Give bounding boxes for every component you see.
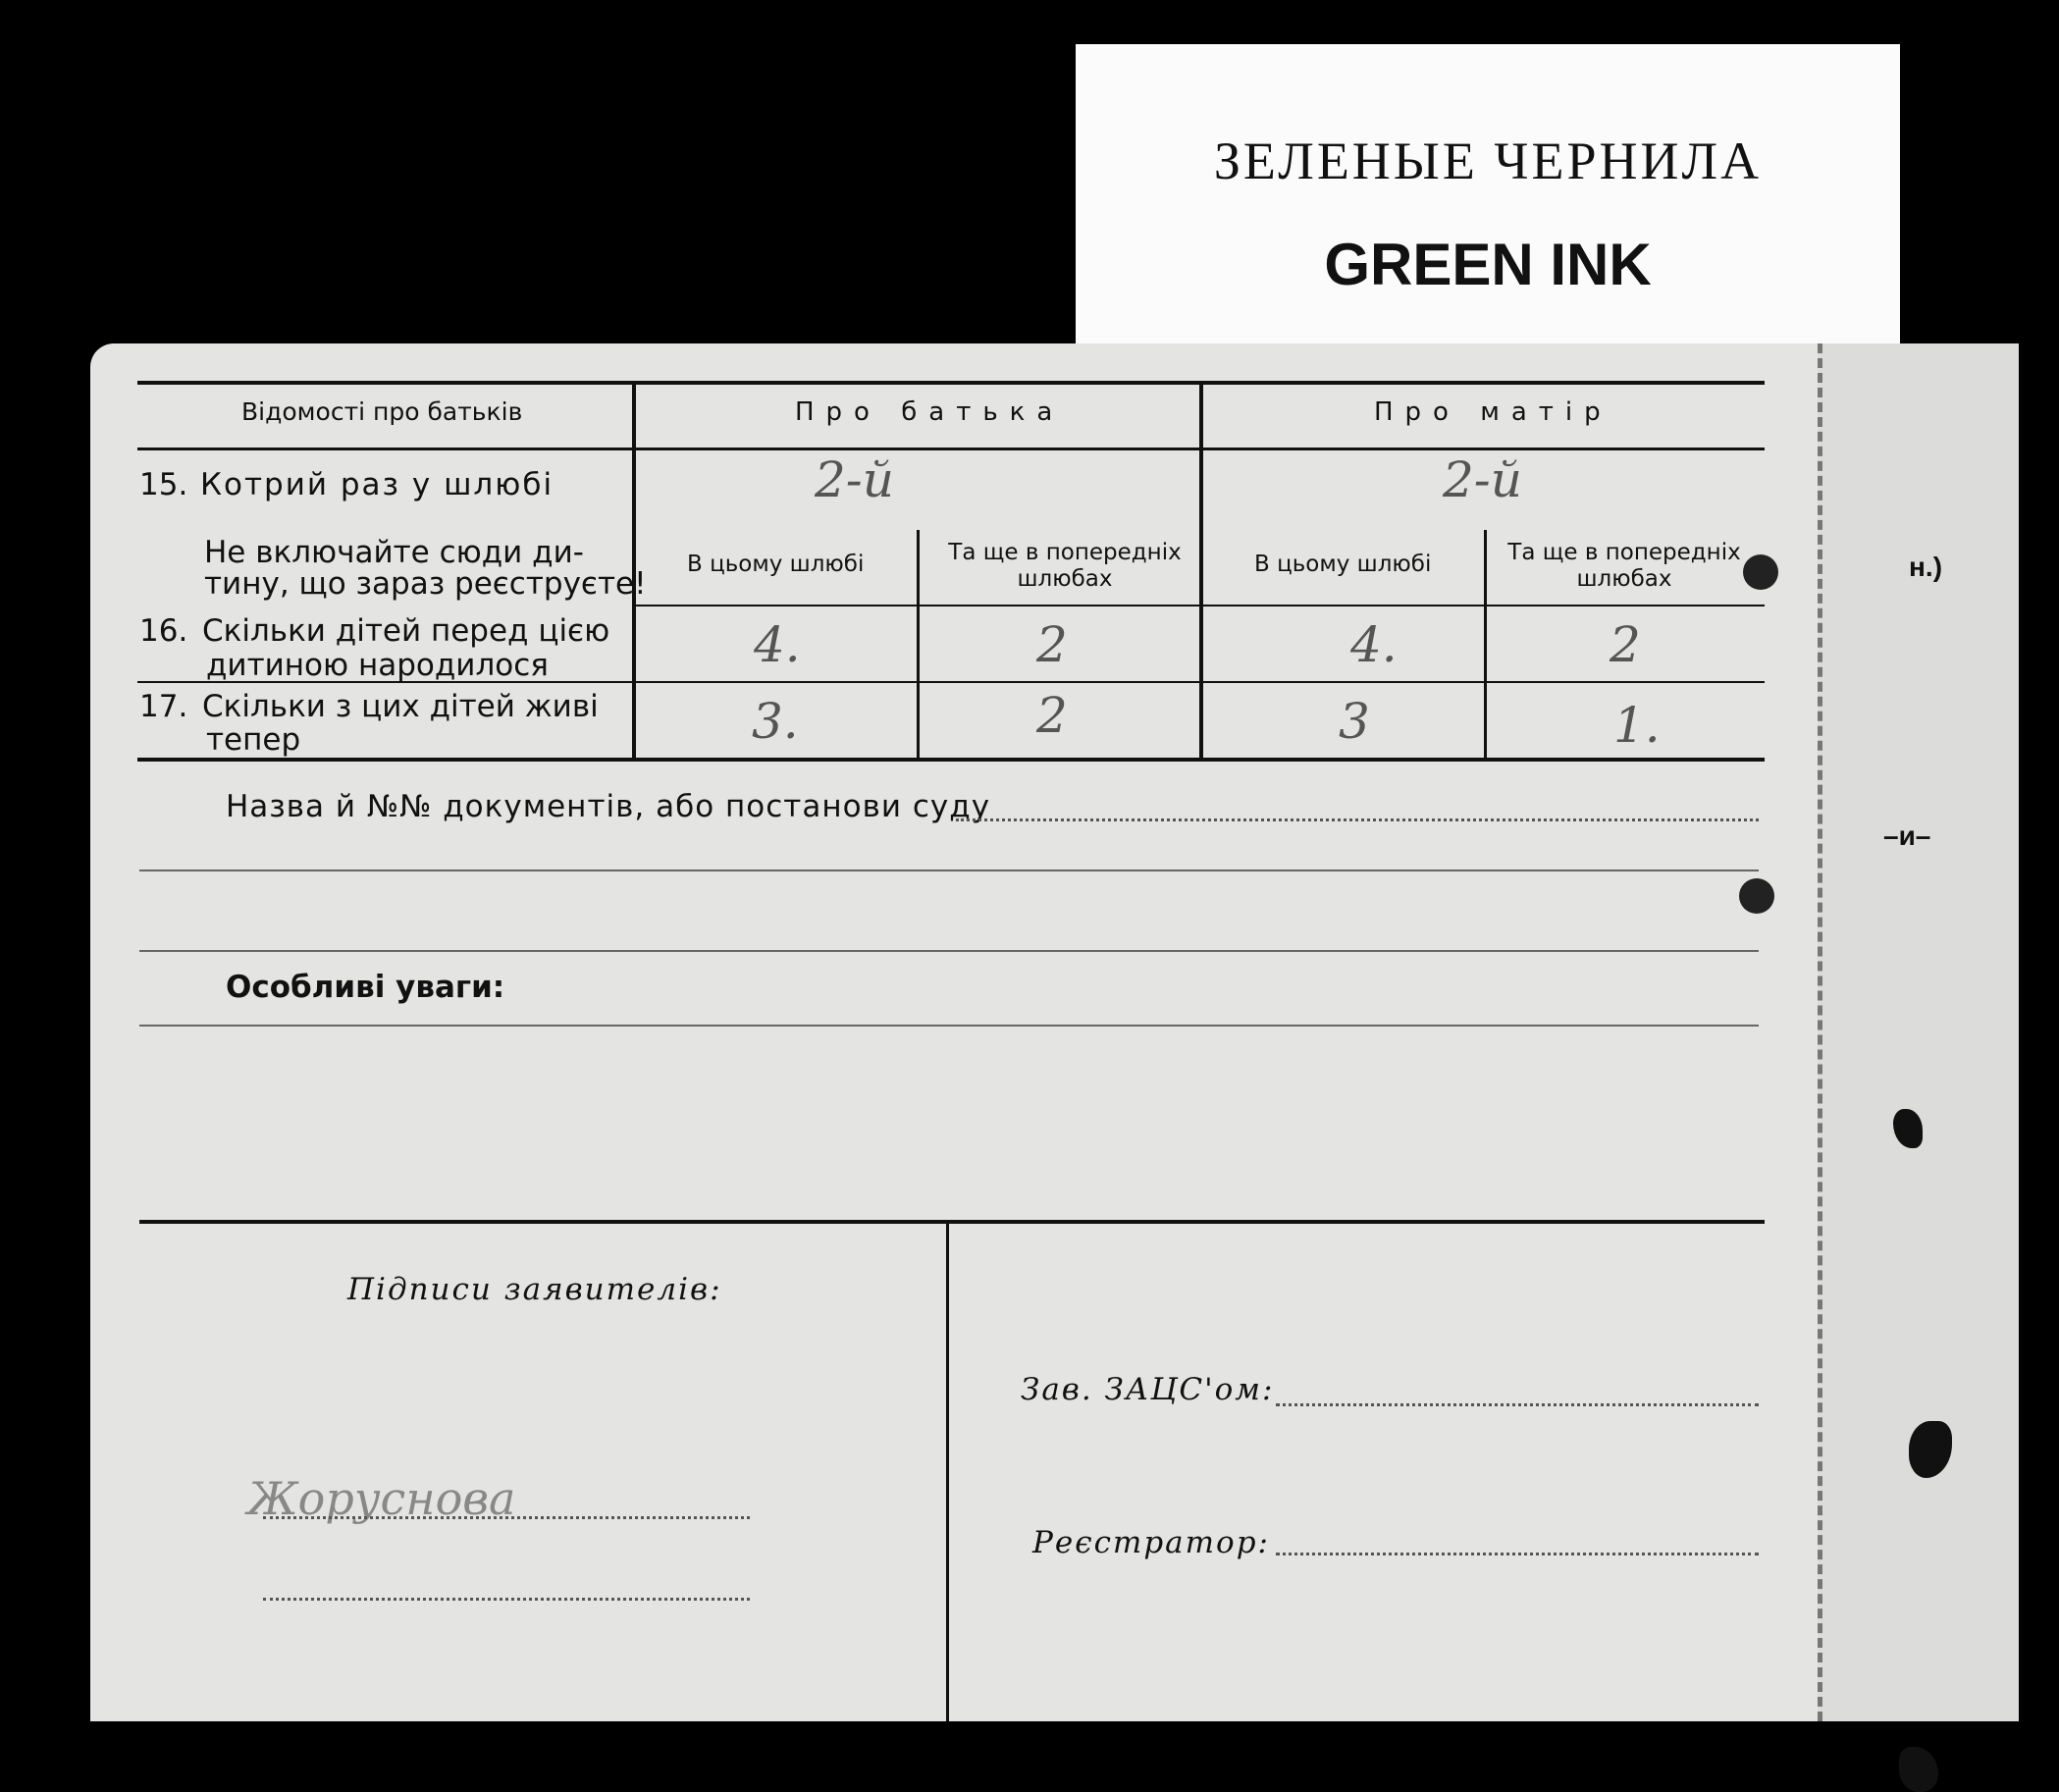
documents-label: Назва й №№ документів, або постанови суду xyxy=(226,789,991,824)
table-bottom-rule xyxy=(137,758,1765,762)
documents-line-2 xyxy=(139,870,1759,871)
header-info: Відомості про батьків xyxy=(241,397,523,426)
subheader-father-this: В цьому шлюбі xyxy=(687,552,865,577)
stub-mark-top: н.) xyxy=(1909,552,1943,582)
label-english: GREEN INK xyxy=(1324,232,1652,297)
subheader-mother-prev-1: Та ще в попередніх xyxy=(1507,540,1741,565)
subheader-mother-this: В цьому шлюбі xyxy=(1254,552,1432,577)
row17-line-1: Скільки з цих дітей живі xyxy=(202,689,599,724)
signature-line-1 xyxy=(263,1516,750,1519)
remarks-label: Особливі уваги: xyxy=(226,970,505,1005)
r16-father-this: 4. xyxy=(754,616,801,673)
remarks-line xyxy=(139,1025,1759,1027)
header-rule xyxy=(137,448,1765,450)
row17-number: 17. xyxy=(139,689,188,724)
signature-line-2 xyxy=(263,1598,750,1601)
r17-mother-this: 3 xyxy=(1339,693,1370,750)
registrar-signature-line xyxy=(1276,1553,1759,1555)
col-rule-3 xyxy=(917,530,920,762)
col-rule-4 xyxy=(1484,530,1487,762)
paper-tear xyxy=(1893,1109,1923,1148)
paper-tear xyxy=(1909,1421,1952,1478)
r17-father-this: 3. xyxy=(752,693,799,750)
r16-mother-this: 4. xyxy=(1350,616,1398,673)
head-label: Зав. ЗАЦС'ом: xyxy=(1021,1372,1275,1407)
header-father: Про батька xyxy=(795,397,1065,427)
applicant-signature: Жоруснова xyxy=(247,1472,516,1525)
perforated-stub xyxy=(1818,343,2019,1721)
paper-tear xyxy=(1899,1747,1938,1792)
row16-line-1: Скільки дітей перед цією xyxy=(202,613,610,649)
subheader-father-prev-2: шлюбах xyxy=(1017,566,1113,592)
header-mother: Про матір xyxy=(1374,397,1612,427)
r16-father-prev: 2 xyxy=(1036,616,1068,673)
stub-mark-mid: –и– xyxy=(1883,820,1931,851)
mother-marriage-count: 2-й xyxy=(1443,451,1522,508)
r17-mother-prev: 1. xyxy=(1613,697,1661,754)
head-signature-line xyxy=(1276,1403,1759,1406)
row15-label: Котрий раз у шлюбі xyxy=(200,467,554,502)
green-ink-label-card xyxy=(1076,44,1900,383)
table-top-rule xyxy=(137,381,1765,385)
applicants-signatures-label: Підписи заявителів: xyxy=(347,1272,722,1307)
subheader-father-prev-1: Та ще в попередніх xyxy=(948,540,1182,565)
note-line-2: тину, що зараз реєструєте! xyxy=(204,566,647,602)
r16-mother-prev: 2 xyxy=(1610,616,1641,673)
signature-divider xyxy=(946,1222,949,1721)
row15-number: 15. xyxy=(139,467,188,502)
signature-section-rule xyxy=(139,1220,1765,1224)
documents-dotted-line xyxy=(956,818,1759,821)
punch-hole xyxy=(1739,878,1774,914)
punch-hole xyxy=(1743,554,1778,590)
col-rule-2 xyxy=(1199,381,1203,762)
label-russian: ЗЕЛЕНЫЕ ЧЕРНИЛА xyxy=(1213,132,1763,190)
father-marriage-count: 2-й xyxy=(815,451,894,508)
documents-line-3 xyxy=(139,950,1759,952)
r17-father-prev: 2 xyxy=(1036,687,1068,744)
row16-line-2: дитиною народилося xyxy=(206,648,549,683)
registrar-label: Реєстратор: xyxy=(1032,1525,1270,1560)
note-line-1: Не включайте сюди ди- xyxy=(204,535,584,570)
subheader-mother-prev-2: шлюбах xyxy=(1576,566,1672,592)
row17-line-2: тепер xyxy=(206,722,301,758)
row16-number: 16. xyxy=(139,613,188,649)
